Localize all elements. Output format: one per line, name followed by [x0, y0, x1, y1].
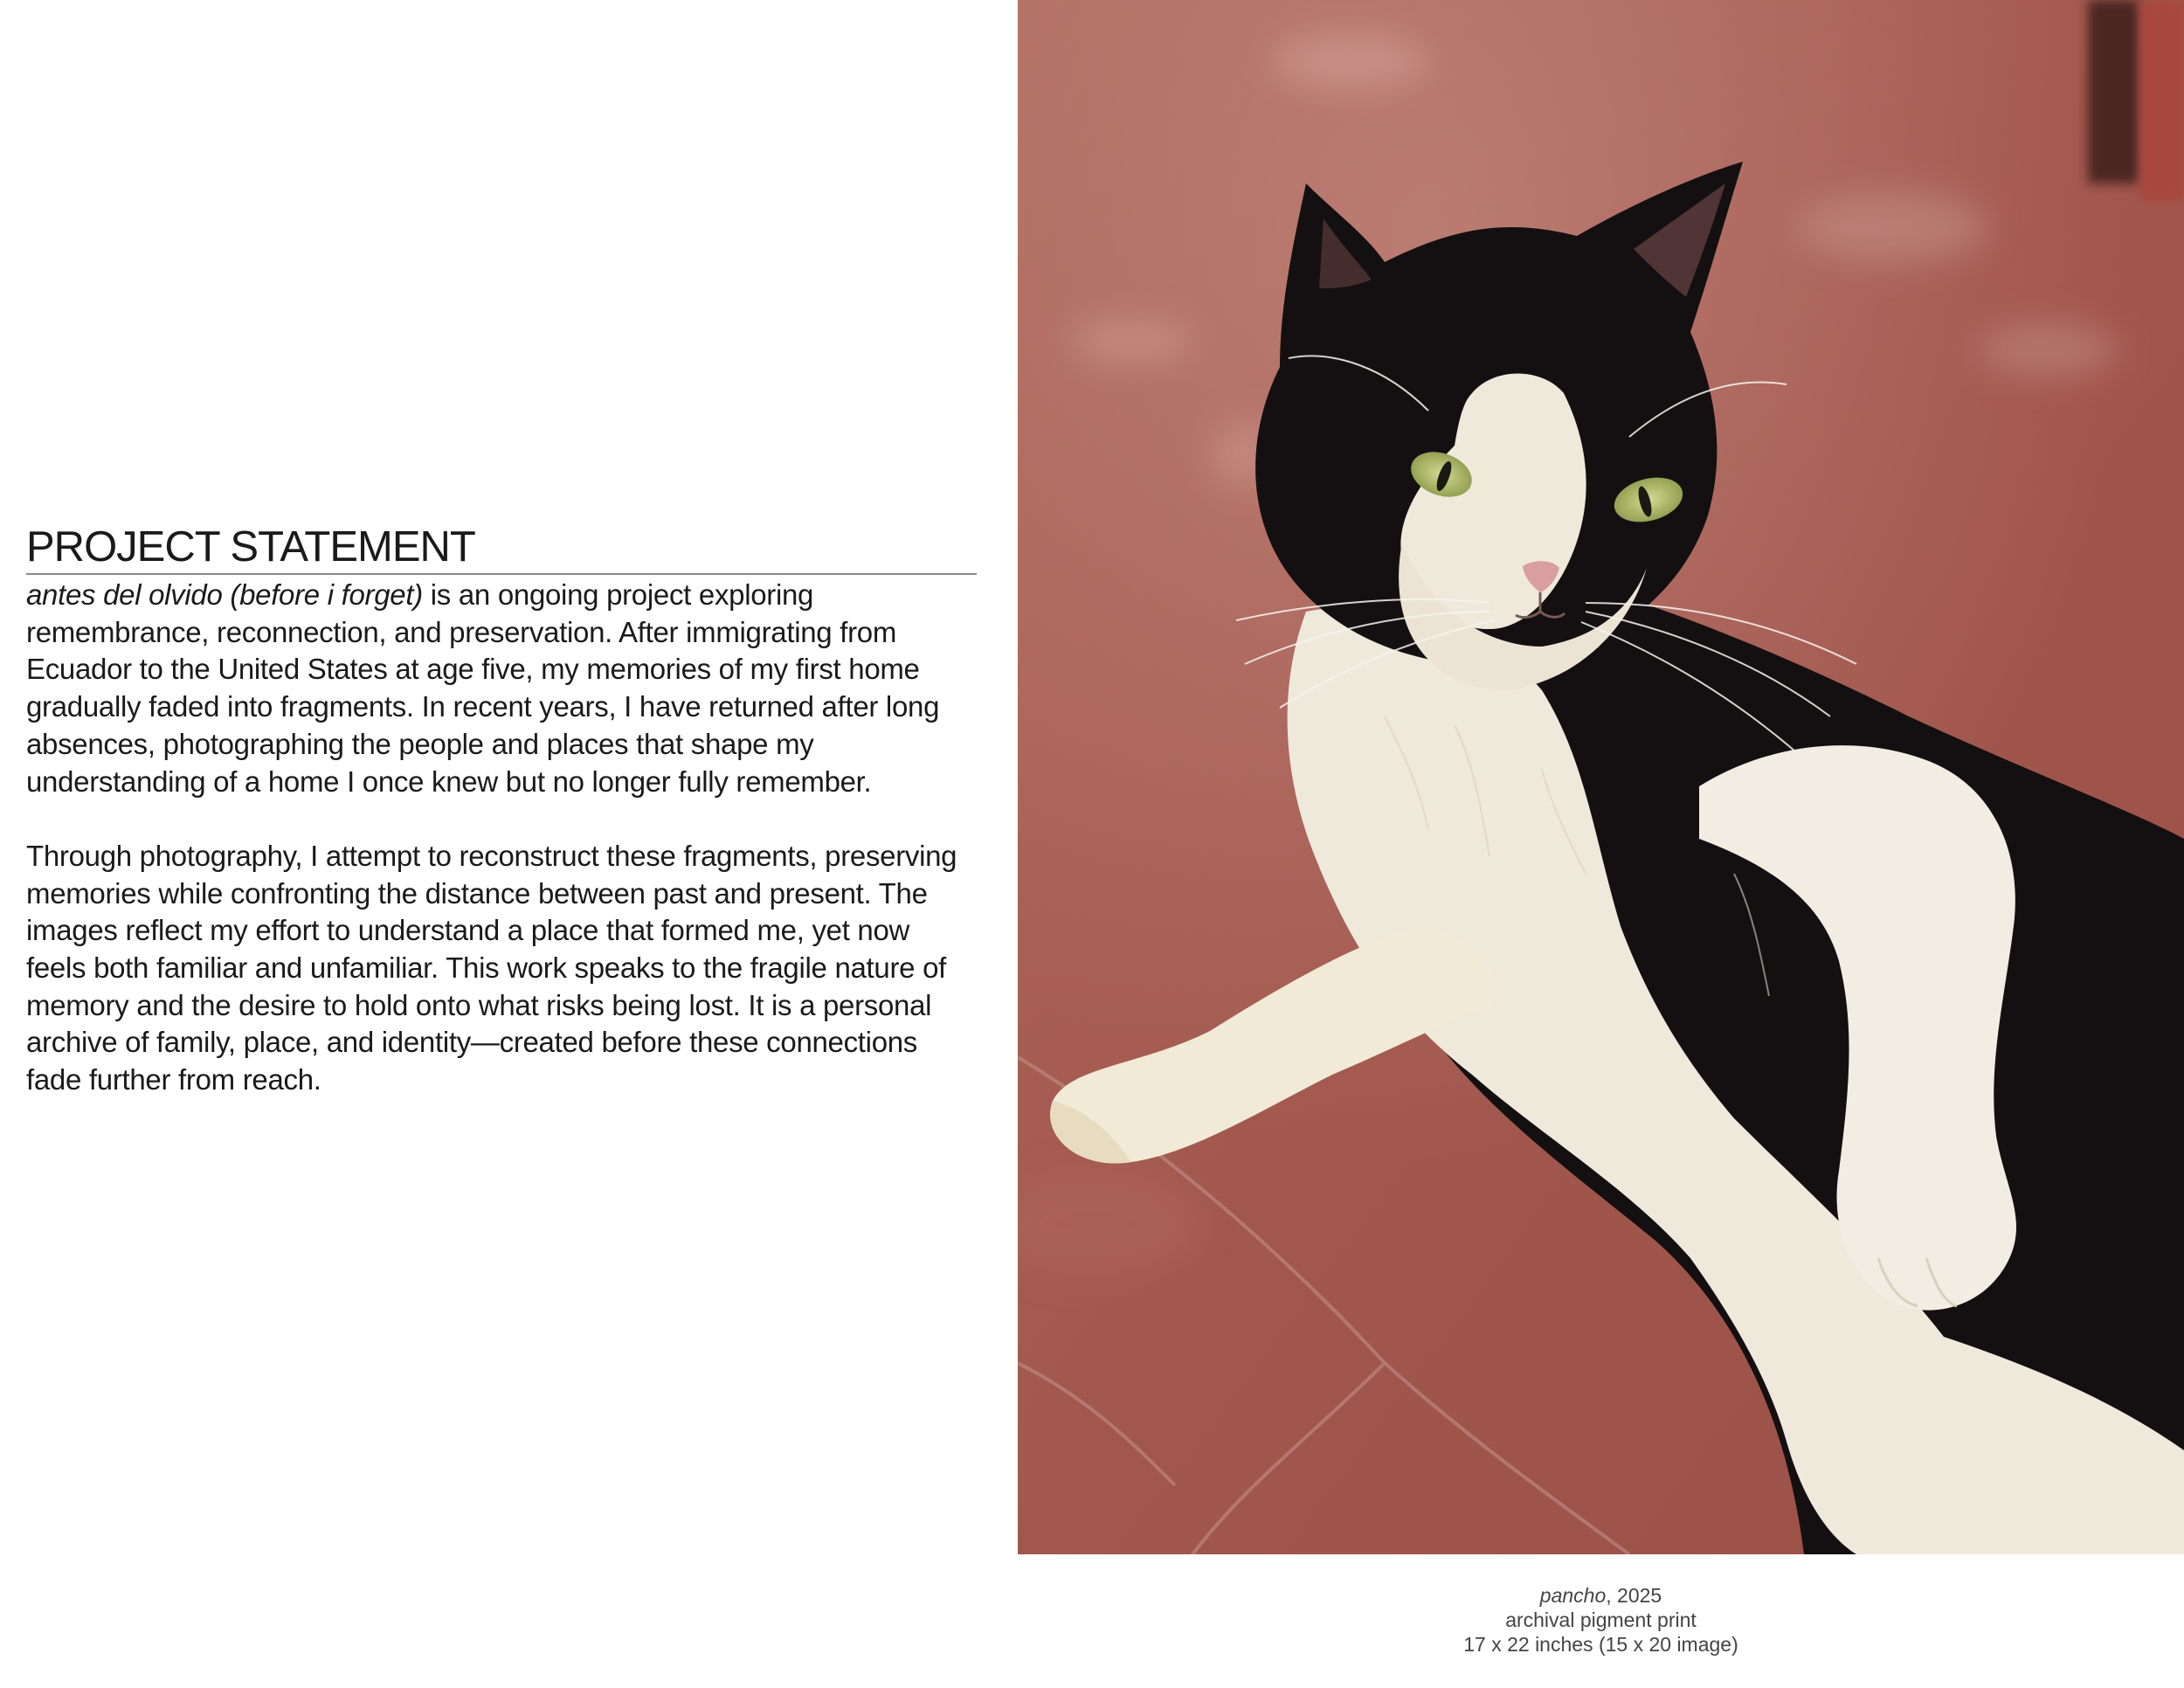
- statement-paragraph-2: Through photography, I attempt to reconstruct these fragments, preserving memories while confronting the distance between past and present. The images reflect my effort to understand a place that formed me, yet now feels both familiar and unfamiliar. This work speaks to the fragile nature of memory and the desire to hold onto what risks being lost. It is a personal archive of family, place, and identity—created before these connections fade further from reach.: [26, 839, 957, 1097]
- cat-photograph: [1018, 0, 2184, 1554]
- artwork-caption: [1018, 1583, 2184, 1657]
- statement-heading: PROJECT STATEMENT: [26, 522, 977, 575]
- artwork-year: , 2025: [1606, 1584, 1662, 1607]
- paragraph-1-text: is an ongoing project exploring remembrance, reconnection, and preservation. After immigrating from Ecuador to the United States at age five, my memories of my first home gradually faded into fragments. In recent years, I have returned after long absences, photographing the people and places that shape my understanding of a home I once knew but no longer fully remember.: [26, 578, 940, 798]
- artwork-title: pancho: [1539, 1584, 1607, 1607]
- caption-title-line: [1018, 1583, 2184, 1608]
- project-title: antes del olvido (before i forget): [26, 578, 423, 611]
- artwork-medium: archival pigment print: [1505, 1608, 1697, 1631]
- statement-paragraph-1: [26, 577, 977, 800]
- project-statement: [26, 522, 977, 1099]
- artwork-dimensions: 17 x 22 inches (15 x 20 image): [1463, 1633, 1738, 1656]
